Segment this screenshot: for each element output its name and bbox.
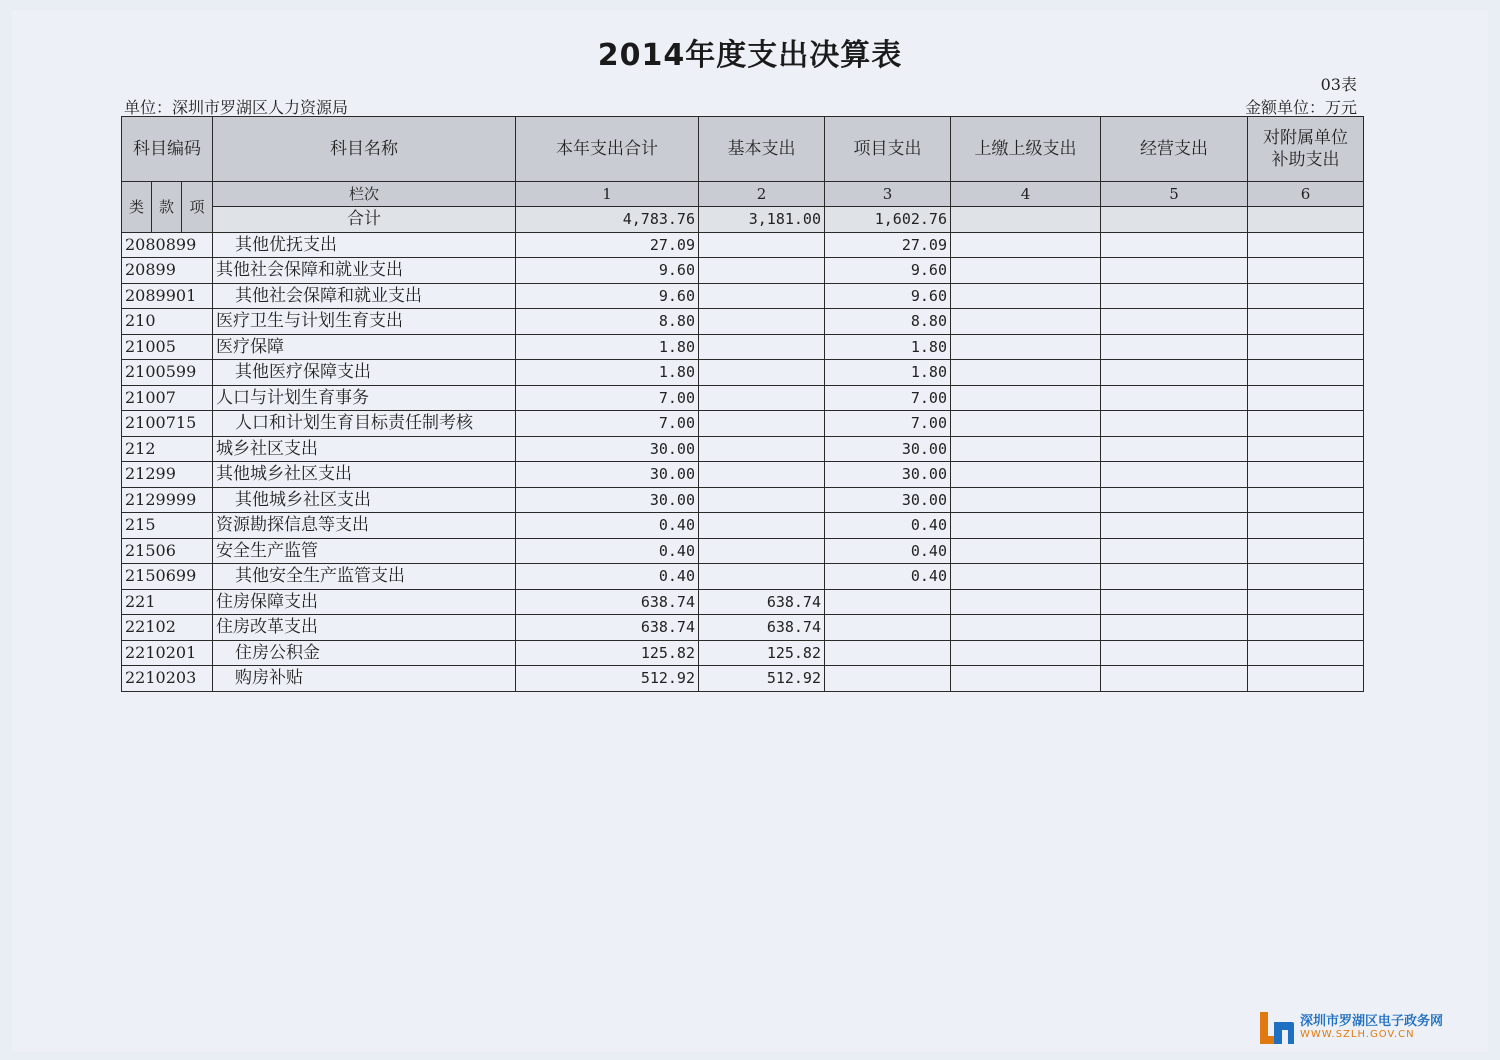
table-row xyxy=(122,615,1364,641)
row-subsidy xyxy=(1248,462,1364,488)
header-name: 科目名称 xyxy=(213,117,516,182)
row-code: 21005 xyxy=(122,334,213,360)
row-total: 7.00 xyxy=(516,385,699,411)
row-business xyxy=(1101,360,1248,386)
row-code: 21007 xyxy=(122,385,213,411)
table-row xyxy=(122,538,1364,564)
header-xiang: 项 xyxy=(182,182,213,233)
header-project: 项目支出 xyxy=(825,117,951,182)
row-basic xyxy=(699,436,825,462)
col-6: 6 xyxy=(1248,182,1364,207)
money-unit: 金额单位：万元 xyxy=(1244,98,1357,117)
col-2: 2 xyxy=(699,182,825,207)
row-upper xyxy=(951,334,1101,360)
row-total: 30.00 xyxy=(516,487,699,513)
table-row xyxy=(122,589,1364,615)
row-business xyxy=(1101,334,1248,360)
row-name: 城乡社区支出 xyxy=(213,436,516,462)
row-subsidy xyxy=(1248,513,1364,539)
row-code: 215 xyxy=(122,513,213,539)
table-row xyxy=(122,411,1364,437)
row-project: 8.80 xyxy=(825,309,951,335)
row-basic: 638.74 xyxy=(699,615,825,641)
table-row xyxy=(122,462,1364,488)
row-business xyxy=(1101,411,1248,437)
row-upper xyxy=(951,258,1101,284)
row-subsidy xyxy=(1248,487,1364,513)
table-row xyxy=(122,258,1364,284)
table-row xyxy=(122,283,1364,309)
row-subsidy xyxy=(1248,666,1364,692)
table-row xyxy=(122,564,1364,590)
row-total: 0.40 xyxy=(516,538,699,564)
row-upper xyxy=(951,385,1101,411)
unit-label: 单位：深圳市罗湖区人力资源局 xyxy=(124,98,349,117)
row-upper xyxy=(951,360,1101,386)
row-total: 638.74 xyxy=(516,589,699,615)
row-subsidy xyxy=(1248,283,1364,309)
row-upper xyxy=(951,436,1101,462)
total-upper xyxy=(951,207,1101,233)
row-basic xyxy=(699,334,825,360)
row-basic: 638.74 xyxy=(699,589,825,615)
lh-logo-icon xyxy=(1258,1010,1296,1046)
row-code: 20899 xyxy=(122,258,213,284)
row-total: 1.80 xyxy=(516,334,699,360)
row-code: 2089901 xyxy=(122,283,213,309)
row-project: 1.80 xyxy=(825,360,951,386)
row-total: 0.40 xyxy=(516,564,699,590)
row-code: 2150699 xyxy=(122,564,213,590)
row-subsidy xyxy=(1248,232,1364,258)
row-project: 9.60 xyxy=(825,258,951,284)
row-upper xyxy=(951,589,1101,615)
row-business xyxy=(1101,232,1248,258)
row-total: 125.82 xyxy=(516,640,699,666)
row-total: 30.00 xyxy=(516,436,699,462)
header-subsidy-line2: 补助支出 xyxy=(1271,150,1340,170)
row-name: 医疗保障 xyxy=(213,334,516,360)
table-row xyxy=(122,436,1364,462)
row-subsidy xyxy=(1248,385,1364,411)
header-basic: 基本支出 xyxy=(699,117,825,182)
header-upper: 上缴上级支出 xyxy=(951,117,1101,182)
row-upper xyxy=(951,411,1101,437)
table-row xyxy=(122,640,1364,666)
logo-url: WWW.SZLH.GOV.CN xyxy=(1300,1029,1415,1040)
row-name: 医疗卫生与计划生育支出 xyxy=(213,309,516,335)
row-business xyxy=(1101,283,1248,309)
row-code: 2210201 xyxy=(122,640,213,666)
row-basic xyxy=(699,513,825,539)
row-project: 0.40 xyxy=(825,538,951,564)
row-subsidy xyxy=(1248,436,1364,462)
row-business xyxy=(1101,589,1248,615)
row-total: 8.80 xyxy=(516,309,699,335)
row-name: 人口与计划生育事务 xyxy=(213,385,516,411)
row-subsidy xyxy=(1248,334,1364,360)
row-project: 7.00 xyxy=(825,385,951,411)
row-project: 9.60 xyxy=(825,283,951,309)
table-row xyxy=(122,360,1364,386)
row-name: 住房保障支出 xyxy=(213,589,516,615)
row-code: 2210203 xyxy=(122,666,213,692)
row-basic xyxy=(699,232,825,258)
row-basic xyxy=(699,538,825,564)
row-total: 512.92 xyxy=(516,666,699,692)
row-code: 2100715 xyxy=(122,411,213,437)
row-project: 30.00 xyxy=(825,462,951,488)
table-row xyxy=(122,232,1364,258)
row-name: 住房改革支出 xyxy=(213,615,516,641)
total-total: 4,783.76 xyxy=(516,207,699,233)
page-title: 2014年度支出决算表 xyxy=(597,38,903,73)
row-business xyxy=(1101,258,1248,284)
row-project: 0.40 xyxy=(825,513,951,539)
site-logo xyxy=(1258,1008,1478,1048)
row-upper xyxy=(951,487,1101,513)
col-4: 4 xyxy=(951,182,1101,207)
row-code: 210 xyxy=(122,309,213,335)
row-total: 1.80 xyxy=(516,360,699,386)
col-label: 栏次 xyxy=(213,182,516,207)
row-subsidy xyxy=(1248,564,1364,590)
row-basic xyxy=(699,283,825,309)
row-code: 22102 xyxy=(122,615,213,641)
row-name: 其他社会保障和就业支出 xyxy=(213,258,516,284)
column-number-row xyxy=(122,182,1364,207)
row-total: 30.00 xyxy=(516,462,699,488)
row-name: 资源勘探信息等支出 xyxy=(213,513,516,539)
row-project xyxy=(825,666,951,692)
row-basic xyxy=(699,385,825,411)
row-name: 人口和计划生育目标责任制考核 xyxy=(213,411,516,437)
row-name: 其他城乡社区支出 xyxy=(213,462,516,488)
table-row xyxy=(122,334,1364,360)
row-name: 其他社会保障和就业支出 xyxy=(213,283,516,309)
row-name: 其他医疗保障支出 xyxy=(213,360,516,386)
row-upper xyxy=(951,513,1101,539)
table-row xyxy=(122,385,1364,411)
row-upper xyxy=(951,615,1101,641)
col-3: 3 xyxy=(825,182,951,207)
total-business xyxy=(1101,207,1248,233)
col-5: 5 xyxy=(1101,182,1248,207)
row-business xyxy=(1101,385,1248,411)
row-total: 7.00 xyxy=(516,411,699,437)
row-subsidy xyxy=(1248,640,1364,666)
row-subsidy xyxy=(1248,411,1364,437)
total-project: 1,602.76 xyxy=(825,207,951,233)
header-business: 经营支出 xyxy=(1101,117,1248,182)
row-business xyxy=(1101,564,1248,590)
row-upper xyxy=(951,564,1101,590)
row-name: 购房补贴 xyxy=(213,666,516,692)
total-basic: 3,181.00 xyxy=(699,207,825,233)
row-project: 30.00 xyxy=(825,436,951,462)
row-total: 27.09 xyxy=(516,232,699,258)
row-basic xyxy=(699,487,825,513)
row-project: 27.09 xyxy=(825,232,951,258)
row-subsidy xyxy=(1248,589,1364,615)
header-subsidy xyxy=(1248,117,1364,182)
table-row xyxy=(122,513,1364,539)
row-project: 30.00 xyxy=(825,487,951,513)
header-subsidy-line1: 对附属单位 xyxy=(1263,128,1348,148)
row-upper xyxy=(951,538,1101,564)
row-total: 0.40 xyxy=(516,513,699,539)
logo-text: 深圳市罗湖区电子政务网 xyxy=(1300,1014,1444,1029)
row-project: 0.40 xyxy=(825,564,951,590)
row-basic xyxy=(699,258,825,284)
row-subsidy xyxy=(1248,360,1364,386)
header-code: 科目编码 xyxy=(122,117,213,182)
row-business xyxy=(1101,615,1248,641)
total-label: 合计 xyxy=(213,207,516,233)
row-code: 2129999 xyxy=(122,487,213,513)
row-name: 住房公积金 xyxy=(213,640,516,666)
row-name: 其他城乡社区支出 xyxy=(213,487,516,513)
header-kuan: 款 xyxy=(152,182,182,233)
row-total: 9.60 xyxy=(516,283,699,309)
row-project: 7.00 xyxy=(825,411,951,437)
header-total: 本年支出合计 xyxy=(516,117,699,182)
row-basic: 125.82 xyxy=(699,640,825,666)
row-subsidy xyxy=(1248,615,1364,641)
row-total: 638.74 xyxy=(516,615,699,641)
total-subsidy xyxy=(1248,207,1364,233)
row-business xyxy=(1101,487,1248,513)
expenditure-table xyxy=(121,116,1364,692)
row-business xyxy=(1101,640,1248,666)
form-number: 03表 xyxy=(1320,75,1357,94)
row-upper xyxy=(951,283,1101,309)
row-subsidy xyxy=(1248,538,1364,564)
row-business xyxy=(1101,513,1248,539)
row-business xyxy=(1101,666,1248,692)
row-code: 2100599 xyxy=(122,360,213,386)
header-lei: 类 xyxy=(122,182,152,233)
row-name: 其他安全生产监管支出 xyxy=(213,564,516,590)
col-1: 1 xyxy=(516,182,699,207)
row-basic xyxy=(699,564,825,590)
row-basic xyxy=(699,360,825,386)
row-code: 221 xyxy=(122,589,213,615)
row-subsidy xyxy=(1248,309,1364,335)
row-basic xyxy=(699,309,825,335)
table-row xyxy=(122,666,1364,692)
row-upper xyxy=(951,640,1101,666)
row-basic xyxy=(699,462,825,488)
row-upper xyxy=(951,309,1101,335)
header-row xyxy=(122,117,1364,182)
row-project xyxy=(825,589,951,615)
row-business xyxy=(1101,436,1248,462)
table-row xyxy=(122,487,1364,513)
row-subsidy xyxy=(1248,258,1364,284)
row-name: 安全生产监管 xyxy=(213,538,516,564)
row-project xyxy=(825,640,951,666)
table-row xyxy=(122,309,1364,335)
row-project: 1.80 xyxy=(825,334,951,360)
row-business xyxy=(1101,462,1248,488)
row-code: 21506 xyxy=(122,538,213,564)
row-business xyxy=(1101,538,1248,564)
row-basic: 512.92 xyxy=(699,666,825,692)
row-upper xyxy=(951,232,1101,258)
row-project xyxy=(825,615,951,641)
row-business xyxy=(1101,309,1248,335)
row-upper xyxy=(951,462,1101,488)
row-name: 其他优抚支出 xyxy=(213,232,516,258)
row-code: 212 xyxy=(122,436,213,462)
row-code: 21299 xyxy=(122,462,213,488)
row-total: 9.60 xyxy=(516,258,699,284)
row-upper xyxy=(951,666,1101,692)
row-code: 2080899 xyxy=(122,232,213,258)
total-row xyxy=(122,207,1364,233)
row-basic xyxy=(699,411,825,437)
